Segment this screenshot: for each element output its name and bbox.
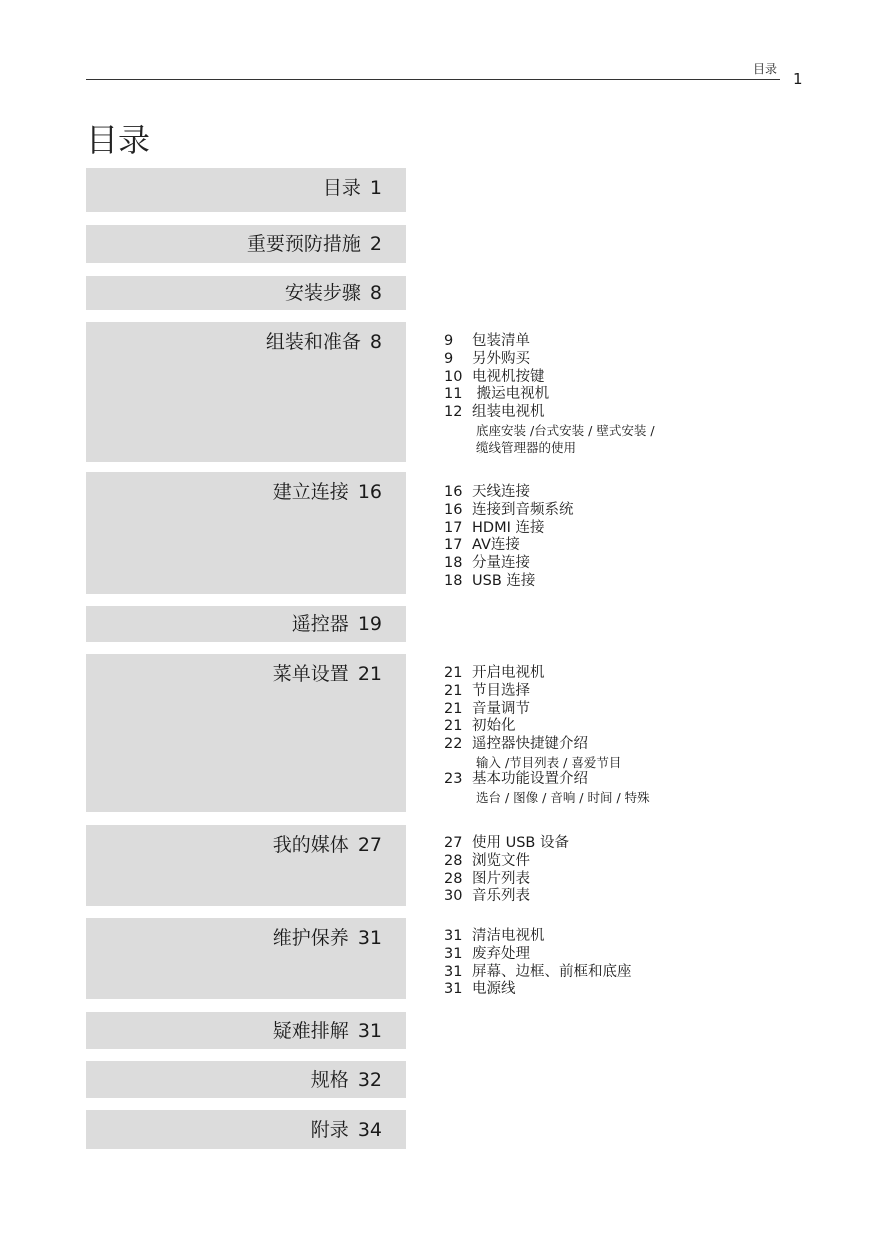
subsection-title: AV连接 [472, 537, 520, 554]
section-heading [311, 1116, 382, 1144]
subsection-page-number: 31 [444, 928, 463, 944]
subsection-item [444, 351, 655, 369]
subsection-item [444, 701, 650, 719]
section-heading [292, 610, 382, 638]
subsection-title: 音乐列表 [472, 888, 530, 905]
subsection-item [444, 853, 569, 871]
subsection-list [444, 333, 655, 456]
section-page-number: 1 [369, 177, 382, 199]
subsection-item [444, 964, 632, 982]
subsection-title: 包装清单 [472, 333, 530, 349]
section-heading [247, 230, 382, 258]
header-rule [86, 79, 780, 80]
subsection-title: 使用 USB 设备 [472, 835, 569, 851]
subsection-title: 连接到音频系统 [472, 501, 574, 518]
subsection-list [444, 665, 650, 806]
section-page-number: 8 [369, 282, 382, 304]
subsection-title: 浏览文件 [472, 852, 530, 869]
subsection-page-number: 16 [444, 484, 463, 500]
subsection-title: 另外购买 [472, 350, 530, 367]
section-page-number: 16 [357, 481, 382, 503]
section-block [86, 1012, 406, 1049]
section-page-number: 32 [357, 1069, 382, 1091]
subsection-page-number: 18 [444, 572, 463, 589]
subsection-page-number: 28 [444, 870, 463, 887]
section-heading [266, 328, 382, 356]
subsection-note: 输入 /节目列表 / 喜爱节目 [476, 754, 622, 770]
subsection-item [444, 665, 650, 683]
subsection-page-number: 30 [444, 888, 463, 905]
subsection-item [444, 502, 574, 520]
subsection-page-number: 17 [444, 519, 463, 536]
subsection-title: 天线连接 [472, 484, 530, 500]
subsection-item [444, 981, 632, 999]
subsection-item [444, 555, 574, 573]
subsection-page-number: 9 [444, 350, 454, 367]
subsection-title: 音量调节 [472, 700, 530, 717]
subsection-page-number: 12 [444, 404, 463, 421]
section-heading [285, 279, 382, 307]
section-block [86, 225, 406, 263]
subsection-item [444, 736, 650, 754]
section-page-number: 21 [357, 663, 382, 685]
subsection-title: 遥控器快捷键介绍 [472, 736, 588, 753]
section-title: 我的媒体 [272, 834, 349, 856]
section-block [86, 654, 406, 812]
subsection-item [444, 683, 650, 701]
section-heading [311, 1066, 382, 1094]
section-block [86, 1061, 406, 1098]
subsection-page-number: 10 [444, 368, 463, 385]
section-page-number: 27 [357, 834, 382, 856]
subsection-page-number: 9 [444, 333, 454, 349]
header-label: 目录 [752, 62, 777, 76]
section-title: 建立连接 [272, 481, 349, 503]
subsection-page-number: 31 [444, 945, 463, 962]
section-page-number: 2 [369, 233, 382, 255]
section-heading [273, 1017, 382, 1045]
subsection-title: 废弃处理 [472, 945, 530, 962]
section-title: 维护保养 [272, 927, 349, 949]
section-title: 菜单设置 [272, 663, 349, 685]
subsection-item [444, 928, 632, 946]
subsection-page-number: 27 [444, 835, 463, 851]
subsection-page-number: 11 [444, 386, 463, 403]
section-title: 重要预防措施 [246, 233, 361, 255]
subsection-title: 基本功能设置介绍 [472, 770, 588, 787]
section-page-number: 31 [357, 927, 382, 949]
subsection-page-number: 21 [444, 665, 463, 681]
subsection-page-number: 18 [444, 555, 463, 572]
section-page-number: 31 [357, 1020, 382, 1042]
subsection-note: 选台 / 图像 / 音响 / 时间 / 特殊 [476, 789, 650, 805]
page-number: 1 [793, 70, 803, 88]
section-heading [273, 660, 382, 688]
subsection-page-number: 21 [444, 682, 463, 699]
subsection-title: 初始化 [472, 718, 516, 735]
page-title: 目录 [86, 121, 151, 159]
subsection-title: HDMI 连接 [472, 519, 545, 536]
subsection-title: 组装电视机 [472, 404, 545, 421]
subsection-item [444, 946, 632, 964]
section-block [86, 606, 406, 642]
subsection-list [444, 835, 569, 906]
subsection-item [444, 404, 655, 422]
section-block [86, 918, 406, 999]
subsection-item [444, 835, 569, 853]
section-title: 遥控器 [291, 613, 349, 635]
section-block [86, 472, 406, 594]
subsection-title: 图片列表 [472, 870, 530, 887]
subsection-title: 搬运电视机 [472, 386, 550, 403]
section-title: 疑难排解 [272, 1020, 349, 1042]
subsection-page-number: 28 [444, 852, 463, 869]
subsection-list [444, 484, 574, 591]
section-heading [323, 174, 382, 202]
section-page-number: 34 [357, 1119, 382, 1141]
subsection-item [444, 520, 574, 538]
subsection-page-number: 31 [444, 981, 463, 998]
subsection-item [444, 771, 650, 789]
subsection-item [444, 871, 569, 889]
section-heading [273, 831, 382, 859]
subsection-title: 清洁电视机 [472, 928, 545, 944]
subsection-item [444, 718, 650, 736]
subsection-title: USB 连接 [472, 572, 536, 589]
subsection-page-number: 23 [444, 770, 463, 787]
section-title: 目录 [322, 177, 361, 199]
subsection-title: 电视机按键 [472, 368, 545, 385]
subsection-list [444, 928, 632, 999]
subsection-item [444, 888, 569, 906]
section-title: 附录 [310, 1119, 349, 1141]
subsection-page-number: 31 [444, 963, 463, 980]
section-title: 安装步骤 [284, 282, 361, 304]
subsection-page-number: 21 [444, 700, 463, 717]
subsection-title: 屏幕、边框、前框和底座 [472, 963, 632, 980]
section-title: 规格 [310, 1069, 349, 1091]
subsection-note: 缆线管理器的使用 [476, 439, 577, 455]
subsection-page-number: 16 [444, 501, 463, 518]
subsection-title: 电源线 [472, 981, 516, 998]
section-page-number: 8 [369, 331, 382, 353]
subsection-item [444, 386, 655, 404]
subsection-item [444, 484, 574, 502]
subsection-item [444, 369, 655, 387]
section-block [86, 322, 406, 462]
section-block [86, 168, 406, 212]
subsection-page-number: 22 [444, 736, 463, 753]
section-title: 组装和准备 [265, 331, 361, 353]
subsection-title: 分量连接 [472, 555, 530, 572]
subsection-title: 节目选择 [472, 682, 530, 699]
subsection-page-number: 17 [444, 537, 463, 554]
subsection-title: 开启电视机 [472, 665, 545, 681]
subsection-item [444, 333, 655, 351]
subsection-item [444, 537, 574, 555]
section-block [86, 276, 406, 310]
section-block [86, 1110, 406, 1149]
section-heading [273, 924, 382, 952]
subsection-page-number: 21 [444, 718, 463, 735]
section-block [86, 825, 406, 906]
subsection-item [444, 573, 574, 591]
section-heading [273, 478, 382, 506]
subsection-note: 底座安装 /台式安装 / 壁式安装 / [476, 422, 655, 438]
section-page-number: 19 [357, 613, 382, 635]
